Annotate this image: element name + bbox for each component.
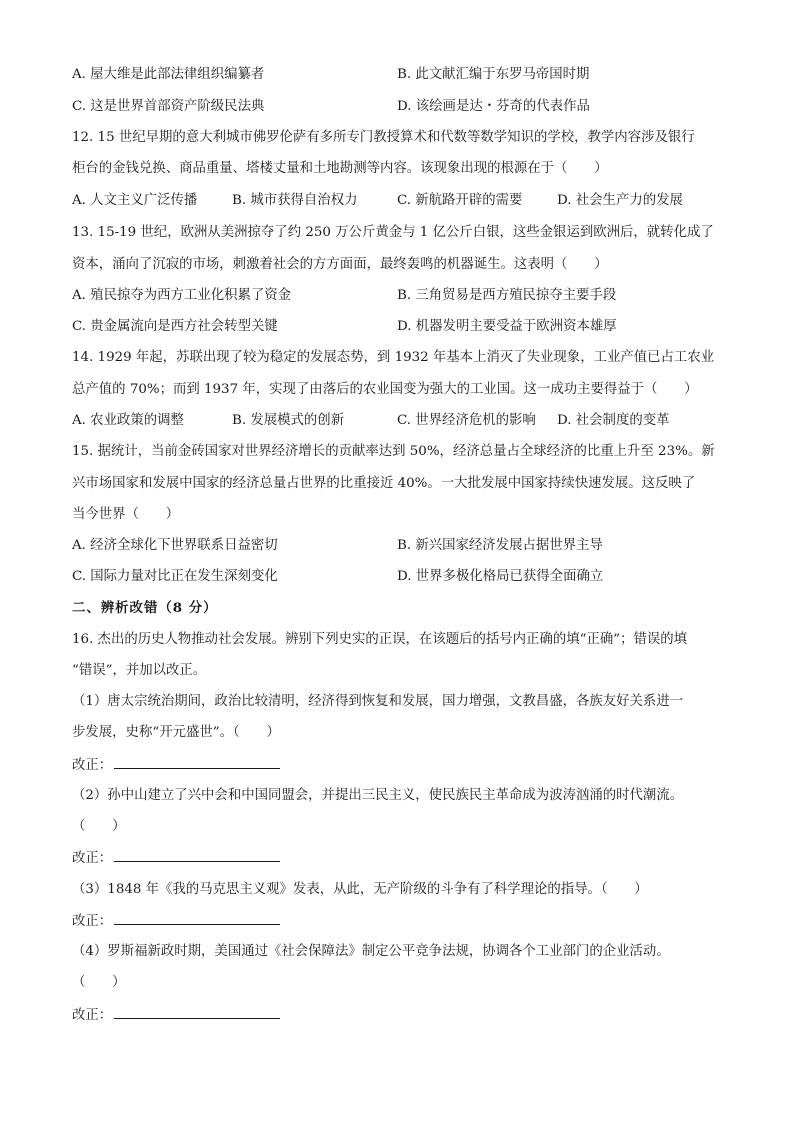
q13-stem-line-1: 13. 15-19 世纪，欧洲从美洲掠夺了约 250 万公斤黄金与 1 亿公斤白银，这些金银运到欧洲后，就转化成了: [72, 225, 714, 240]
q16-stem-line-1: 16. 杰出的历史人物推动社会发展。辨别下列史实的正误，在该题后的括号内正确的填“正确”；错误的填: [72, 632, 688, 647]
correction-answer-line[interactable]: [114, 847, 280, 862]
q14-stem-line-1: 14. 1929 年起，苏联出现了较为稳定的发展态势，到 1932 年基本上消灭了失业现象，工业产值已占工农业: [72, 350, 715, 365]
q14-option-b: B. 发展模式的创新: [232, 413, 345, 428]
q13-option-c: C. 贵金属流向是西方社会转型关键: [72, 319, 278, 334]
q13-stem-line-2: 资本，涌向了沉寂的市场，刺激着社会的方方面面，最终轰鸣的机器诞生。这表明（ ）: [72, 257, 608, 272]
q11-options-row-1: [72, 64, 734, 86]
q15-option-a: A. 经济全球化下世界联系日益密切: [72, 538, 278, 553]
q13-option-b: B. 三角贸易是西方殖民掠夺主要手段: [397, 288, 617, 303]
q13-option-a: A. 殖民掠夺为西方工业化积累了资金: [72, 288, 292, 303]
correction-label: 改正：: [72, 758, 113, 773]
q11-option-c: C. 这是世界首部资产阶级民法典: [72, 99, 265, 114]
q12-option-b: B. 城市获得自治权力: [232, 193, 358, 208]
q12-options: [72, 190, 734, 212]
q13-options-row-1: [72, 285, 734, 307]
q12-stem-line-2: 柜台的金钱兑换、商品重量、塔楼丈量和土地勘测等内容。该现象出现的根源在于（ ）: [72, 161, 608, 176]
q16-item-4-line-2: （ ）: [72, 975, 126, 990]
q16-item-4-correction: [72, 1004, 734, 1026]
q15-stem-line-3: 当今世界（ ）: [72, 507, 180, 522]
q16-item-3-correction: [72, 910, 734, 932]
q12-option-c: C. 新航路开辟的需要: [397, 193, 523, 208]
q15-options-row-2: [72, 566, 734, 588]
q15-option-c: C. 国际力量对比正在发生深刻变化: [72, 569, 278, 584]
q16-item-2-line-1: （2）孙中山建立了兴中会和中国同盟会，并提出三民主义，使民族民主革命成为波涛汹涌的时代潮流。: [72, 788, 684, 803]
q14-options: [72, 410, 734, 432]
q11-option-a: A. 屋大维是此部法律组织编纂者: [72, 67, 265, 82]
q11-option-b: B. 此文献汇编于东罗马帝国时期: [397, 67, 590, 82]
q16-item-1-line-1: （1）唐太宗统治期间，政治比较清明，经济得到恢复和发展，国力增强，文教昌盛，各族友好关系进一: [72, 694, 684, 709]
section-2-heading: 二、辨析改错（8 分）: [72, 600, 218, 616]
q15-options-row-1: [72, 535, 734, 557]
q11-option-d: D. 该绘画是达・芬奇的代表作品: [397, 99, 590, 114]
q16-item-2-correction: [72, 847, 734, 869]
q15-option-d: D. 世界多极化格局已获得全面确立: [397, 569, 604, 584]
q13-option-d: D. 机器发明主要受益于欧洲资本雄厚: [397, 319, 617, 334]
q16-item-1-correction: [72, 754, 734, 776]
q14-option-d: D. 社会制度的变革: [557, 413, 670, 428]
q11-options-row-2: [72, 96, 734, 118]
correction-answer-line[interactable]: [114, 910, 280, 925]
q12-option-a: A. 人文主义广泛传播: [72, 193, 198, 208]
correction-label: 改正：: [72, 1008, 113, 1023]
q16-item-1-line-2: 步发展，史称“开元盛世”。（ ）: [72, 725, 280, 740]
q14-option-a: A. 农业政策的调整: [72, 413, 184, 428]
q16-stem-line-2: “错误”，并加以改正。: [72, 663, 207, 678]
q14-stem-line-2: 总产值的 70%；而到 1937 年，实现了由落后的农业国变为强大的工业国。这一成功主要得益于（ ）: [72, 382, 698, 397]
correction-answer-line[interactable]: [114, 754, 280, 769]
q13-options-row-2: [72, 316, 734, 338]
correction-label: 改正：: [72, 914, 113, 929]
q15-stem-line-2: 兴市场国家和发展中国家的经济总量占世界的比重接近 40%。一大批发展中国家持续快速发展。这反映了: [72, 476, 696, 491]
q15-option-b: B. 新兴国家经济发展占据世界主导: [397, 538, 603, 553]
q12-option-d: D. 社会生产力的发展: [557, 193, 683, 208]
q16-item-2-line-2: （ ）: [72, 819, 126, 834]
correction-answer-line[interactable]: [114, 1004, 280, 1019]
q15-stem-line-1: 15. 据统计，当前金砖国家对世界经济增长的贡献率达到 50%，经济总量占全球经济的比重上升至 23%。新: [72, 444, 715, 459]
correction-label: 改正：: [72, 851, 113, 866]
q16-item-4-line-1: （4）罗斯福新政时期，美国通过《社会保障法》制定公平竞争法规，协调各个工业部门的企业活动。: [72, 944, 670, 959]
q16-item-3-line-1: （3）1848 年《我的马克思主义观》发表，从此，无产阶级的斗争有了科学理论的指导。（ ）: [72, 882, 648, 897]
q12-stem-line-1: 12. 15 世纪早期的意大利城市佛罗伦萨有多所专门教授算术和代数等数学知识的学校，教学内容涉及银行: [72, 130, 695, 145]
q14-option-c: C. 世界经济危机的影响: [397, 413, 536, 428]
